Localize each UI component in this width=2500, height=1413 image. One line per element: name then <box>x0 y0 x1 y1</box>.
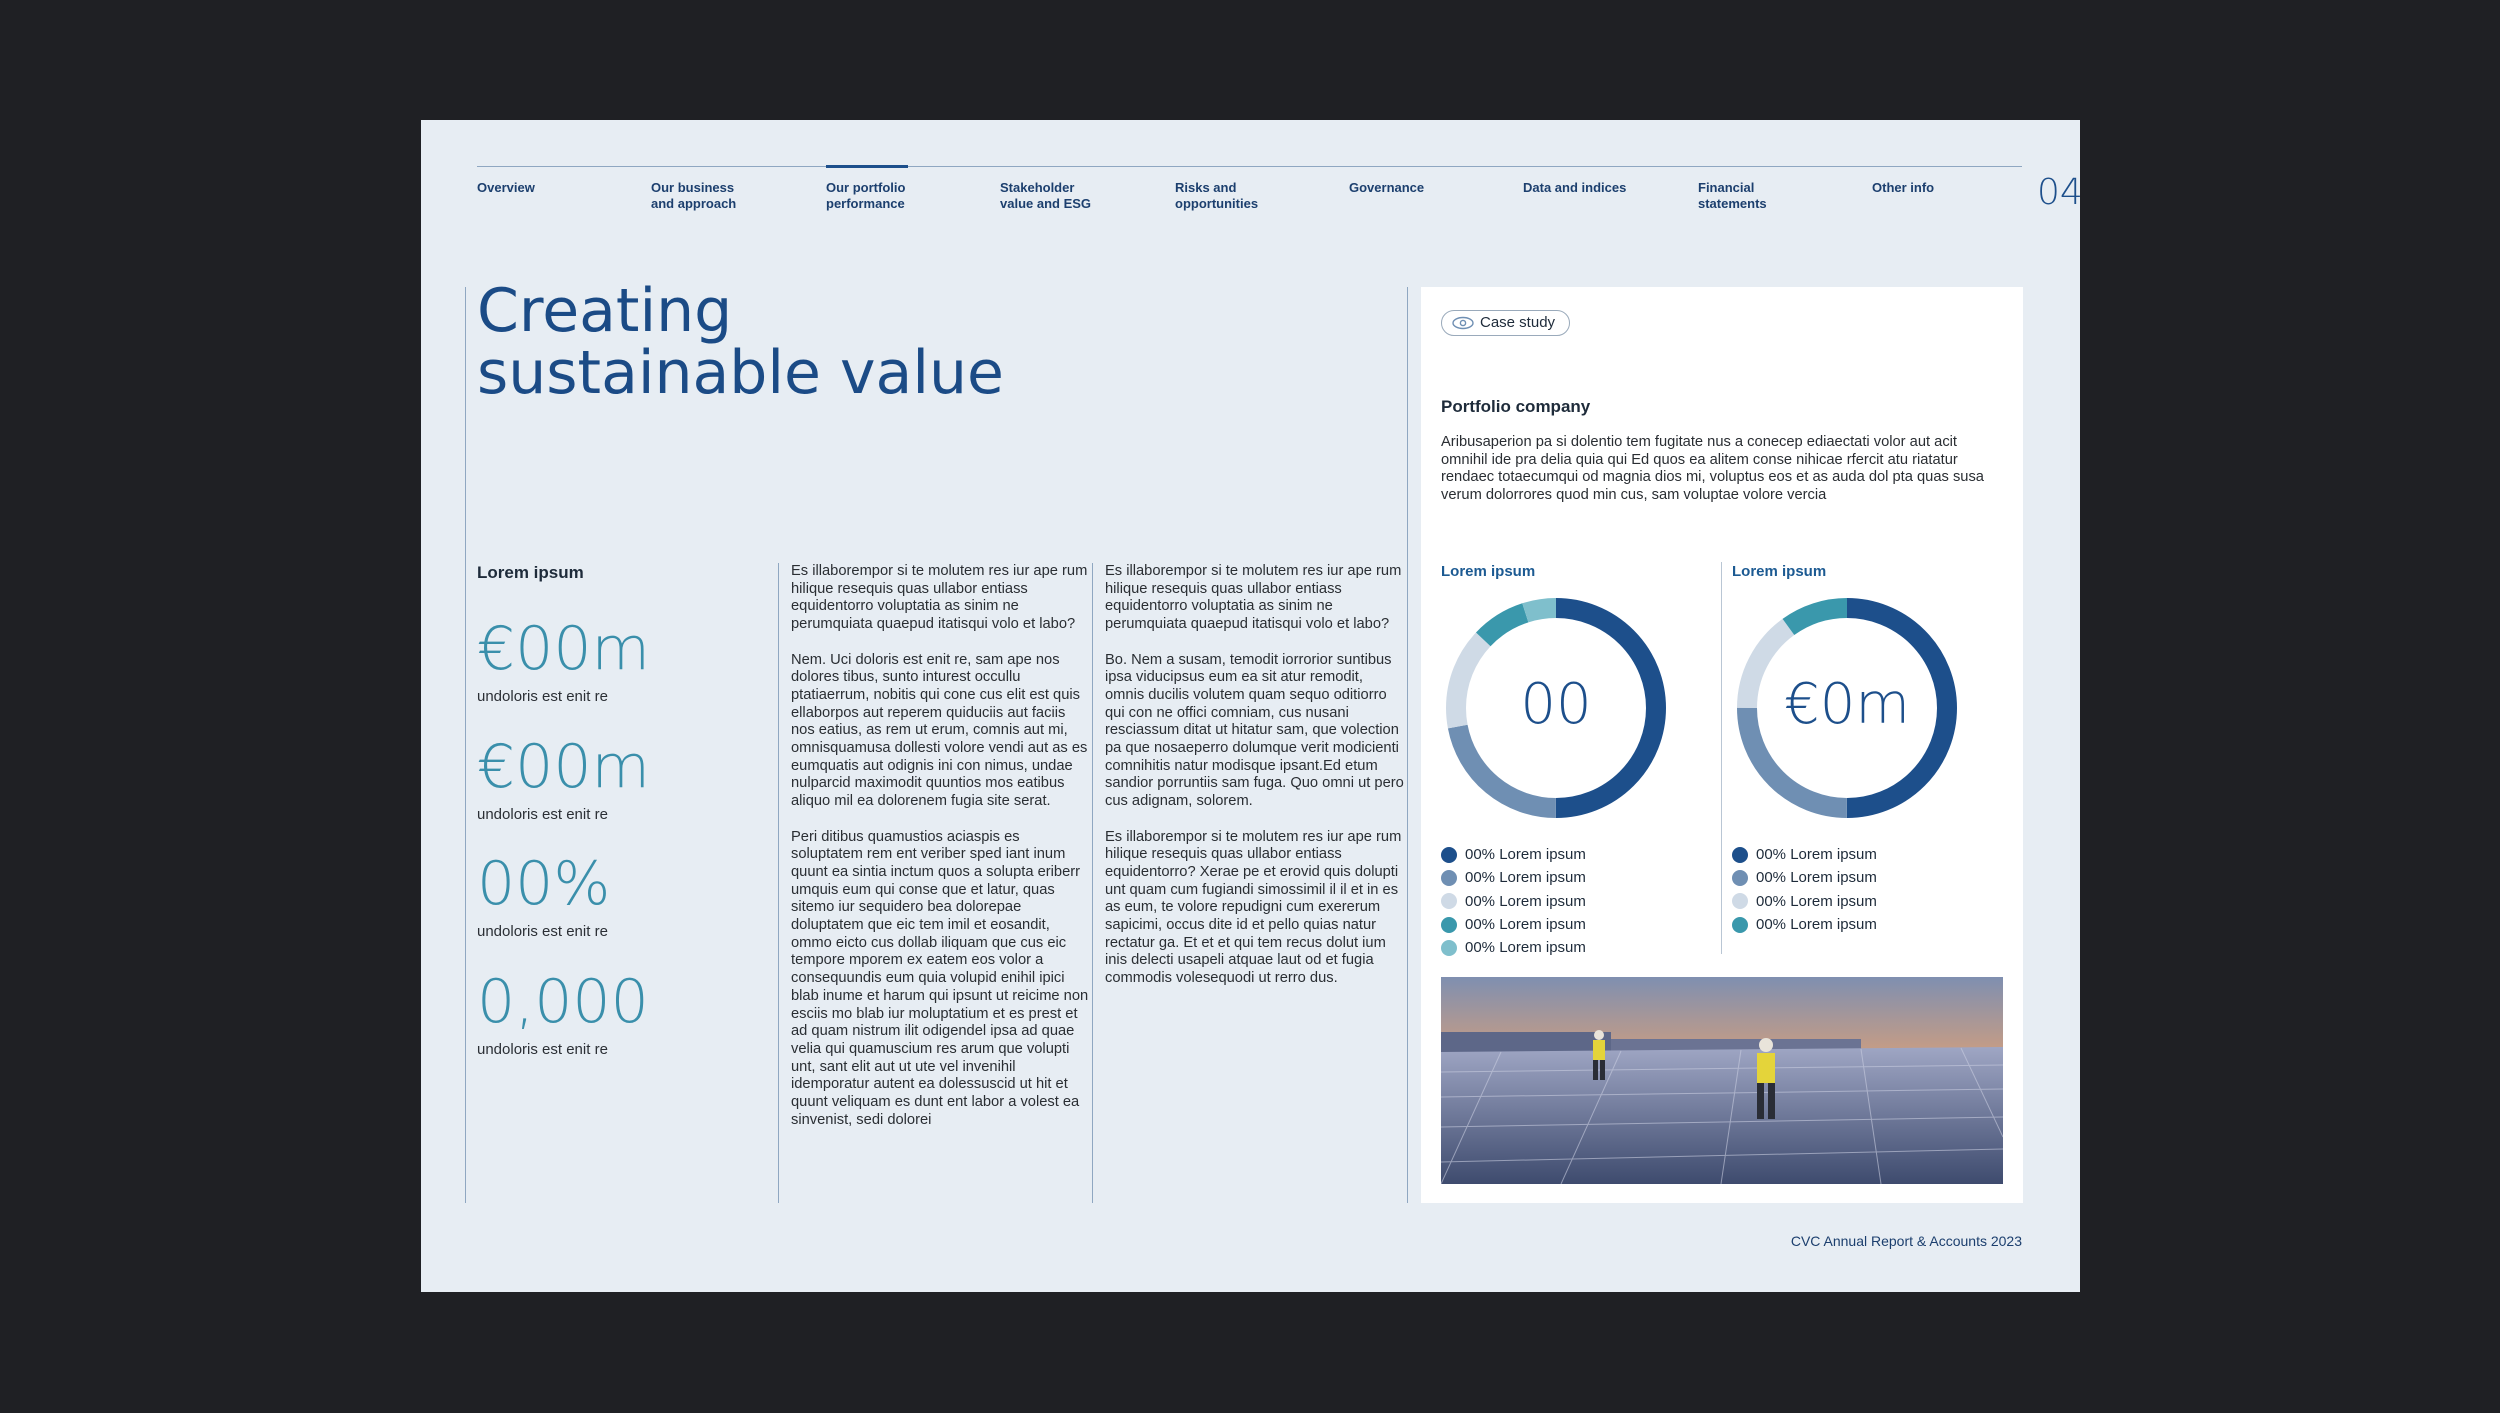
donut-graphic <box>1441 593 1671 823</box>
page-footer: CVC Annual Report & Accounts 2023 <box>1790 1233 2022 1249</box>
legend-item: 00% Lorem ipsum <box>1441 866 1586 889</box>
donut-chart-1 <box>1441 563 1701 957</box>
stat-value: 0,000 <box>477 967 649 1037</box>
paragraph: Es illaborempor si te molutem res iur ape rum hilique resequis quas ullabor entiass equidentorro voluptatia as sinim ne perumquiata quaepud itatisqui volo et labo? <box>791 563 1088 633</box>
page-number: 04 <box>2037 172 2083 213</box>
nav-item-portfolio[interactable]: Our portfolio performance <box>826 180 976 212</box>
nav-rule <box>477 166 2022 167</box>
legend-item: 00% Lorem ipsum <box>1441 843 1586 866</box>
legend-item: 00% Lorem ipsum <box>1441 890 1586 913</box>
stats-heading: Lorem ipsum <box>477 563 584 582</box>
donut-legend <box>1441 843 1586 959</box>
nav-item-data[interactable]: Data and indices <box>1523 180 1627 195</box>
panel-heading: Portfolio company <box>1441 397 1591 416</box>
nav-item-governance[interactable]: Governance <box>1349 180 1425 195</box>
eye-icon <box>1452 316 1474 330</box>
nav-item-financial[interactable]: Financial statements <box>1698 180 1767 211</box>
legend-item: 00% Lorem ipsum <box>1732 843 1877 866</box>
case-study-badge: Case study <box>1441 310 1570 336</box>
legend-dot <box>1732 870 1748 886</box>
body-column-2 <box>1105 563 1405 1006</box>
nav-item-business[interactable]: Our business and approach <box>651 180 737 211</box>
column-rule <box>778 563 779 1203</box>
nav-item-risks[interactable]: Risks and opportunities <box>1175 180 1259 211</box>
legend-dot <box>1441 940 1457 956</box>
legend-item: 00% Lorem ipsum <box>1441 936 1586 959</box>
legend-dot <box>1732 847 1748 863</box>
stat-item <box>477 734 650 823</box>
report-page <box>421 120 2083 1292</box>
column-rule <box>1092 563 1093 1203</box>
legend-item: 00% Lorem ipsum <box>1732 890 1877 913</box>
legend-item: 00% Lorem ipsum <box>1732 866 1877 889</box>
solar-workers-photo <box>1441 977 2003 1184</box>
paragraph: Bo. Nem a susam, temodit iorrorior suntibus ipsa viducipsus eum ea sit atur remodit, omnis ducilis volutem quam sequo oditiorro qui con ne offici comniam, cus nusani resciassum ditat ut hitatur sam, que volection pa que nosaeperro dolumque verit modicienti comnihitis natur modisque ipsant.Ed etum sandior porruntiis sam fuga. Quo omni ut pero cus adignam, solorem. <box>1105 651 1404 810</box>
section-nav <box>477 166 2083 246</box>
legend-dot <box>1441 847 1457 863</box>
donut-title: Lorem ipsum <box>1441 563 1536 580</box>
column-rule <box>465 287 466 1203</box>
paragraph: Es illaborempor si te molutem res iur ape rum hilique resequis quas ullabor entiass equidentorro? Xerae pe et erovid quis dolupti unt quam cum fugiandi simossimil il il et in es as eum, te volore repudigni cum exererum sapicimi, occus dite id et pello quias natur rectatur ga. Et et et qui tem recus dolut ium inis delecti usapeli atquae laut od et fugia commodis volesequodi ut rerro dus. <box>1105 828 1402 987</box>
stat-value: €00m <box>477 614 650 684</box>
paragraph: Es illaborempor si te molutem res iur ape rum hilique resequis quas ullabor entiass equidentorro voluptatia as sinim ne perumquiata quaepud itatisqui volo et labo? <box>1105 563 1402 633</box>
stat-value: €00m <box>477 732 650 802</box>
page-title: Creating sustainable value <box>477 276 1004 408</box>
stat-label: undoloris est enit re <box>477 688 608 705</box>
donut-legend <box>1732 843 1877 936</box>
legend-item: 00% Lorem ipsum <box>1441 913 1586 936</box>
stat-label: undoloris est enit re <box>477 806 608 823</box>
column-rule <box>1407 287 1408 1203</box>
legend-dot <box>1441 917 1457 933</box>
legend-dot <box>1732 893 1748 909</box>
paragraph: Nem. Uci doloris est enit re, sam ape nos dolores tibus, sunto inturest occullu ptatiaerrum, nobitis qui cone cus elit est quis ellaborpos aut reperem quiduciis aut faciis nos eatius, as rem ut erum, comnis aut mi, omnisquamusa dollesti volore vendi aut as es eumquatis aut odignis ini con nimus, undae nulparcid maximodit quuntios mos eatibus aliquo mil ea dolorenem fugia site serat. <box>791 651 1088 810</box>
stat-item <box>477 616 650 705</box>
panel-text: Aribusaperion pa si dolentio tem fugitate nus a conecep ediaectati volor aut acit omnihil ide pra delia quia qui Ed quos ea alitem conse nihicae rfercit atu riatatur rendaec totaecumqui od magnia dios mi, voluptus eos et as auda dol pta quas susa verum dolorrores quod min cus, sam voluptae volore vercia <box>1441 434 1984 503</box>
body-column-1 <box>791 563 1091 1147</box>
donut-center-value: €0m <box>1784 672 1910 737</box>
donut-title: Lorem ipsum <box>1732 563 1827 580</box>
stat-value: 00% <box>477 849 611 919</box>
donut-center-value: 00 <box>1520 672 1592 737</box>
paragraph: Peri ditibus quamustios aciaspis es soluptatem rem ent veriber sped iant inum quunt ea sintia inctum quos a solupta eriberr umquis eum qui conse que et latur, quas sitemo iur sequidero bea dolorepae doluptatem que eic tem imil et eosandit, ommo eicto cus dollab iliquam que cus eic tempore mporem ex eatem eos volor a consequundis eum quia volupid enihil ipici blab inume et harum qui ipsunt ut reicime non esciis mo blab iur moluptatium et es prest et ad quam nistrum ilit odigendel ipsa ad quae velia qui quamuscium res arum que volupti unt, sant elit aut ut ute vel invenihil idemporatur autent ea dolessuscid ut hit et quunt veliquam es dunt ent labor a volest ea sinvenist, sedi dolorei <box>791 828 1089 1128</box>
legend-dot <box>1441 893 1457 909</box>
stat-item <box>477 851 610 940</box>
case-study-panel <box>1421 287 2023 1203</box>
stat-label: undoloris est enit re <box>477 1041 608 1058</box>
legend-item: 00% Lorem ipsum <box>1732 913 1877 936</box>
legend-dot <box>1441 870 1457 886</box>
nav-item-stakeholder[interactable]: Stakeholder value and ESG <box>1000 180 1092 211</box>
nav-item-other[interactable]: Other info <box>1872 180 1935 195</box>
nav-item-overview[interactable]: Overview <box>477 180 535 195</box>
panel-divider <box>1721 562 1722 954</box>
stat-label: undoloris est enit re <box>477 923 608 940</box>
photo-illustration <box>1441 977 2003 1184</box>
legend-dot <box>1732 917 1748 933</box>
donut-chart-2 <box>1732 563 1992 934</box>
donut-graphic <box>1732 593 1962 823</box>
stat-item <box>477 969 649 1058</box>
